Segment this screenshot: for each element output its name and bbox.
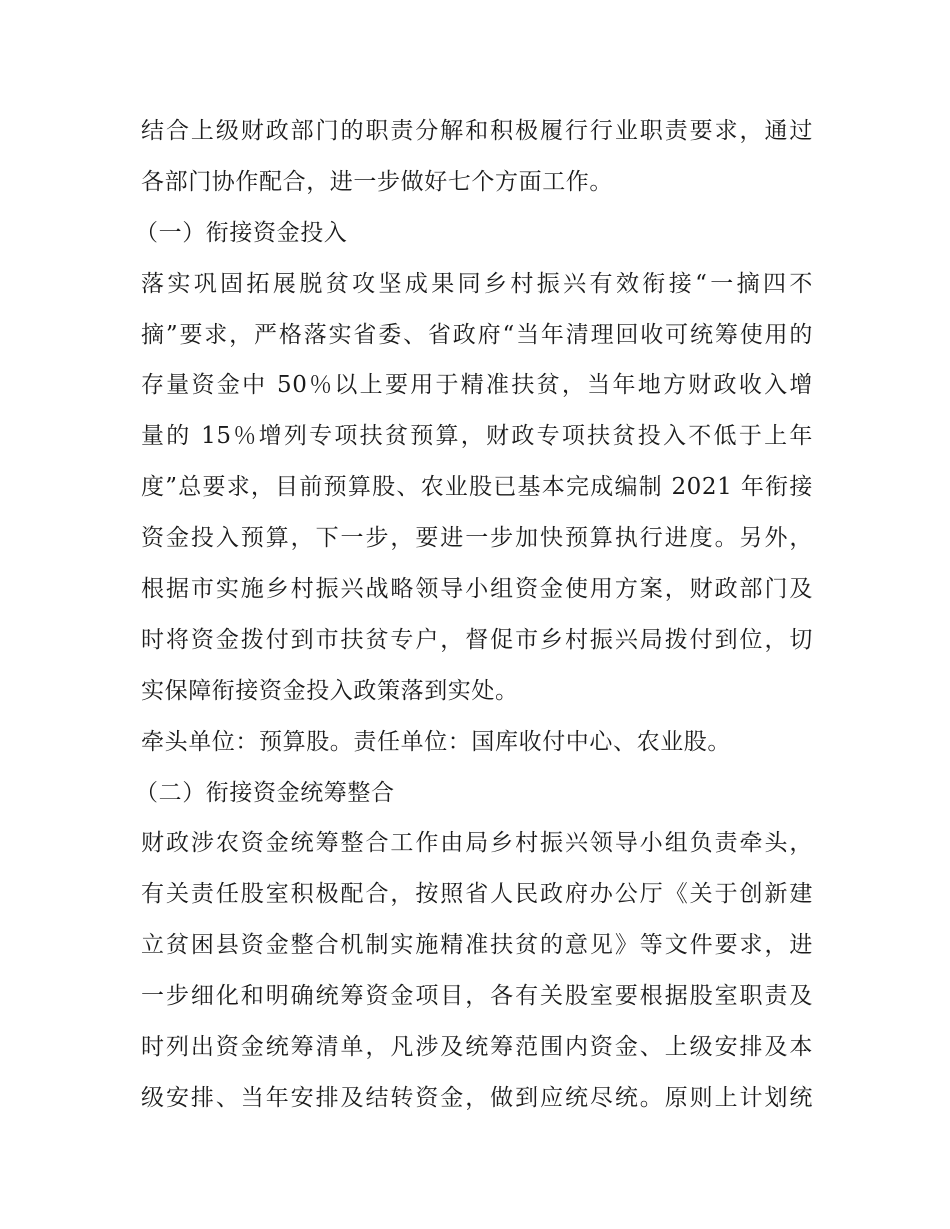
paragraph-line: 量的 15％增列专项扶贫预算，财政专项扶贫投入不低于上年 <box>141 423 813 450</box>
section-heading: （二）衔接资金统筹整合 <box>135 779 395 806</box>
paragraph-line: 财政涉农资金统筹整合工作由局乡村振兴领导小组负责牵头， <box>141 830 813 857</box>
paragraph-line: 级安排、当年安排及结转资金，做到应统尽统。原则上计划统 <box>141 1084 813 1111</box>
paragraph-line: 落实巩固拓展脱贫攻坚成果同乡村振兴有效衔接“一摘四不 <box>141 270 813 297</box>
section-heading: （一）衔接资金投入 <box>135 219 348 246</box>
paragraph-line: 各部门协作配合，进一步做好七个方面工作。 <box>141 168 613 195</box>
paragraph-line: 资金投入预算，下一步，要进一步加快预算执行进度。另外， <box>141 525 813 552</box>
paragraph-line: 存量资金中 50％以上要用于精准扶贫，当年地方财政收入增 <box>141 372 813 399</box>
document-body <box>135 106 813 1124</box>
paragraph-line: 一步细化和明确统筹资金项目，各有关股室要根据股室职责及 <box>141 983 813 1010</box>
paragraph-line: 摘”要求，严格落实省委、省政府“当年清理回收可统筹使用的 <box>141 321 813 348</box>
paragraph-line: 根据市实施乡村振兴战略领导小组资金使用方案，财政部门及 <box>141 576 813 603</box>
paragraph-line: 牵头单位：预算股。责任单位：国库收付中心、农业股。 <box>141 728 731 755</box>
paragraph-line: 结合上级财政部门的职责分解和积极履行行业职责要求，通过 <box>141 118 813 144</box>
paragraph-line: 有关责任股室积极配合，按照省人民政府办公厅《关于创新建 <box>141 881 813 908</box>
paragraph-line: 时列出资金统筹清单，凡涉及统筹范围内资金、上级安排及本 <box>141 1034 813 1061</box>
paragraph-line: 度”总要求，目前预算股、农业股已基本完成编制 2021 年衔接 <box>141 474 813 501</box>
paragraph-line: 立贫困县资金整合机制实施精准扶贫的意见》等文件要求，进 <box>141 932 813 959</box>
paragraph-line: 实保障衔接资金投入政策落到实处。 <box>141 677 519 704</box>
paragraph-line: 时将资金拨付到市扶贫专户，督促市乡村振兴局拨付到位，切 <box>141 626 813 653</box>
